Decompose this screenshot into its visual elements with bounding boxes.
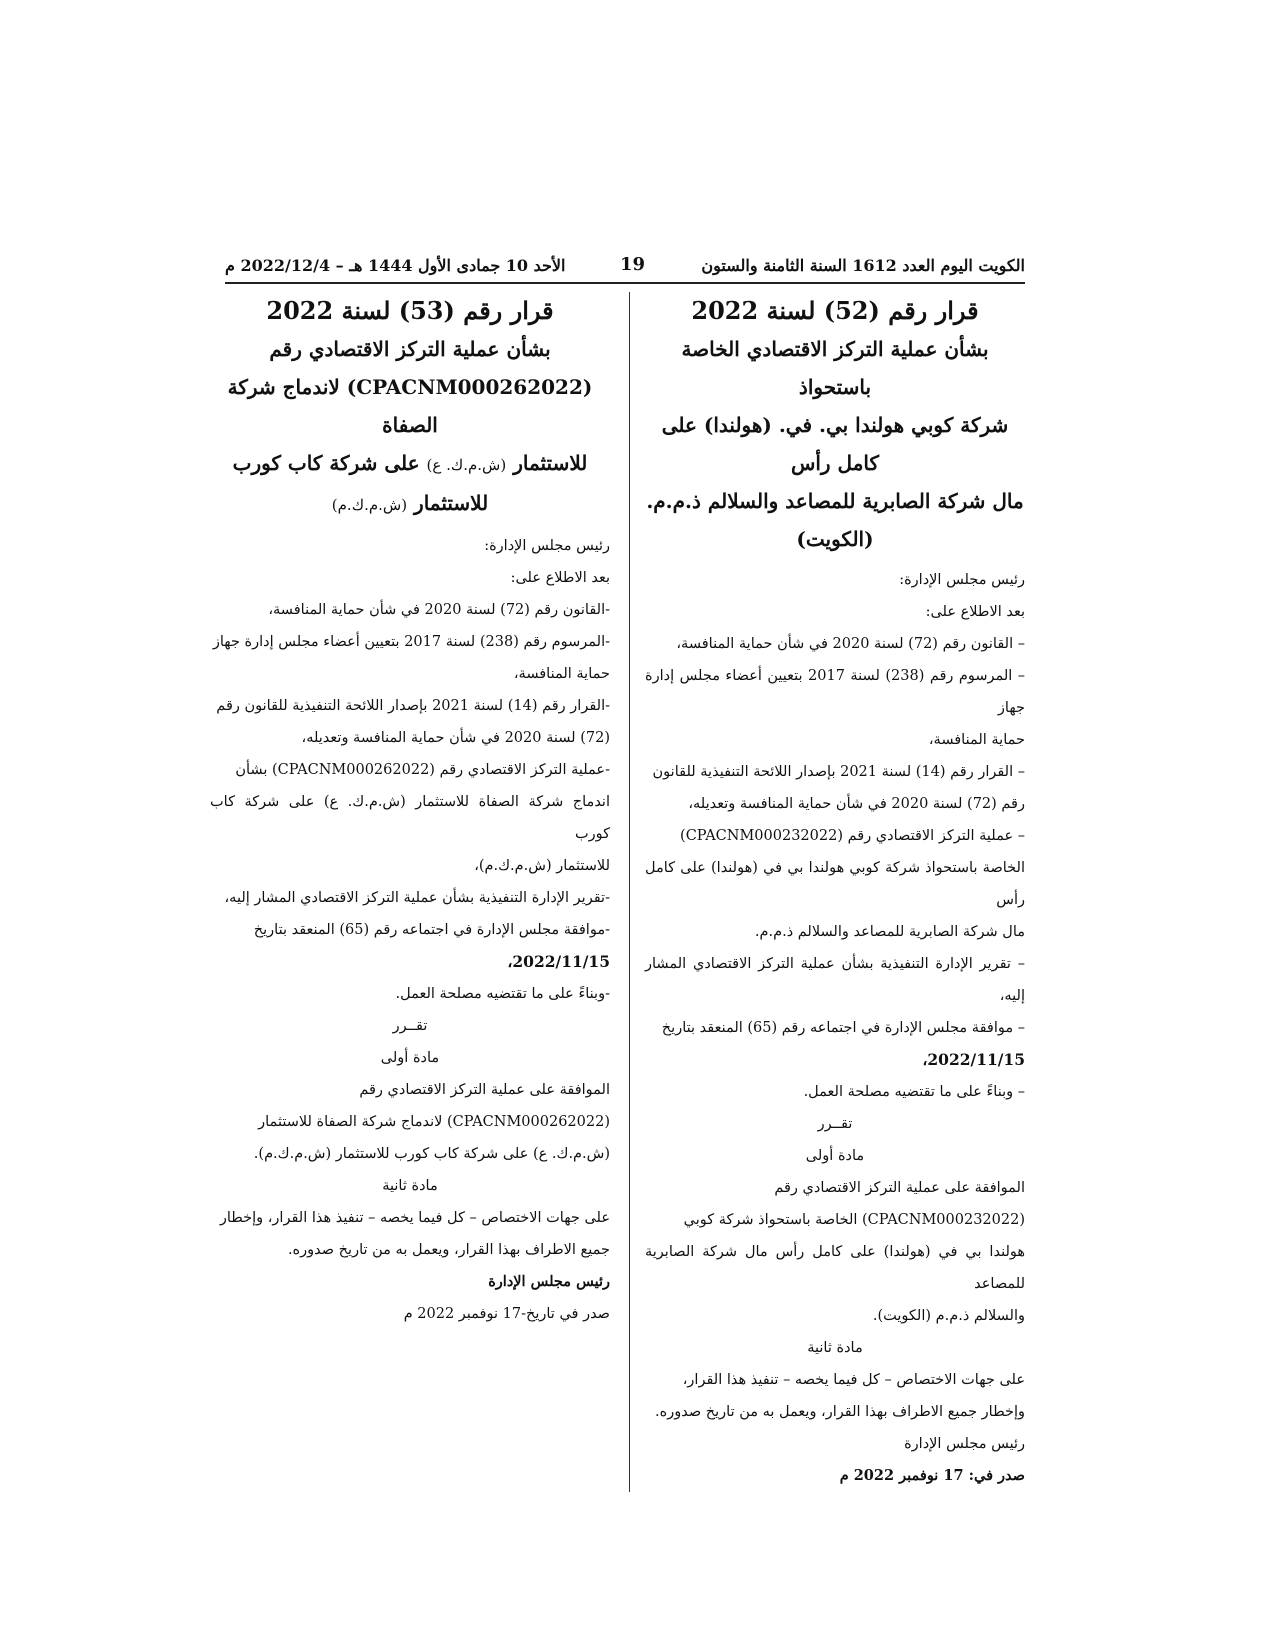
body-line: (72) لسنة 2020 في شأن حماية المنافسة وتعديله، bbox=[301, 730, 610, 746]
subtitle-part: للاستثمار bbox=[414, 491, 489, 515]
body-line: على جهات الاختصاص – كل فيما يخصه – تنفيذ هذا القرار، bbox=[682, 1372, 1025, 1388]
body-line: -المرسوم رقم (238) لسنة 2017 بتعيين أعضاء مجلس إدارة جهاز bbox=[212, 634, 610, 650]
body-line: -موافقة مجلس الإدارة في اجتماعه رقم (65) المنعقد بتاريخ bbox=[253, 922, 610, 938]
body-line: -تقرير الإدارة التنفيذية بشأن عملية التركز الاقتصادي المشار إليه، bbox=[224, 890, 610, 906]
body-line: – موافقة مجلس الإدارة في اجتماعه رقم (65) المنعقد بتاريخ bbox=[661, 1020, 1025, 1036]
decision-53-title: قرار رقم (53) لسنة 2022 bbox=[266, 296, 554, 325]
body-line: – القرار رقم (14) لسنة 2021 بإصدار اللائحة التنفيذية للقانون bbox=[652, 764, 1025, 780]
body-line: الموافقة على عملية التركز الاقتصادي رقم bbox=[359, 1082, 610, 1098]
body-line: -عملية التركز الاقتصادي رقم (CPACNM000262022) بشأن bbox=[235, 762, 610, 778]
signature-line: رئيس مجلس الإدارة bbox=[488, 1273, 610, 1290]
article-one-heading: مادة أولى bbox=[805, 1148, 865, 1164]
body-line: 2022/11/15، bbox=[922, 1050, 1025, 1069]
decision-52-title: قرار رقم (52) لسنة 2022 bbox=[691, 296, 979, 325]
body-line: -القانون رقم (72) لسنة 2020 في شأن حماية المنافسة، bbox=[268, 602, 610, 618]
decision-53-body bbox=[210, 530, 610, 1330]
body-line: (ش.م.ك. ع) على شركة كاب كورب للاستثمار (ش.م.ك.م). bbox=[253, 1146, 610, 1162]
body-line: وإخطار جميع الاطراف بهذا القرار، ويعمل به من تاريخ صدوره. bbox=[655, 1404, 1025, 1420]
body-line: اندماج شركة الصفاة للاستثمار (ش.م.ك. ع) على شركة كاب كورب bbox=[210, 794, 610, 842]
body-line: – تقرير الإدارة التنفيذية بشأن عملية التركز الاقتصادي المشار إليه، bbox=[645, 956, 1025, 1004]
body-line: حماية المنافسة، bbox=[513, 666, 610, 682]
body-line: (CPACNM000232022) الخاصة باستحواذ شركة كوبي bbox=[683, 1212, 1025, 1228]
body-line: رقم (72) لسنة 2020 في شأن حماية المنافسة وتعديله، bbox=[688, 796, 1025, 812]
decision-52-column bbox=[645, 292, 1025, 1492]
page-header bbox=[225, 256, 1025, 284]
body-line: -القرار رقم (14) لسنة 2021 بإصدار اللائحة التنفيذية للقانون رقم bbox=[216, 698, 610, 714]
signature-line: رئيس مجلس الإدارة bbox=[904, 1436, 1025, 1452]
article-one-heading: مادة أولى bbox=[380, 1050, 440, 1066]
body-line: والسلالم ذ.م.م (الكويت). bbox=[872, 1308, 1025, 1324]
decision-52-subtitle-4: (الكويت) bbox=[796, 527, 874, 551]
body-line: على جهات الاختصاص – كل فيما يخصه – تنفيذ هذا القرار، وإخطار bbox=[219, 1210, 610, 1226]
article-two-heading: مادة ثانية bbox=[807, 1340, 863, 1356]
body-line: هولندا بي في (هولندا) على كامل رأس مال شركة الصابرية للمصاعد bbox=[645, 1244, 1025, 1292]
body-line: بعد الاطلاع على: bbox=[925, 604, 1025, 620]
body-line: بعد الاطلاع على: bbox=[510, 570, 610, 586]
decision-52-subtitle-1: بشأن عملية التركز الاقتصادي الخاصة باستحواذ bbox=[681, 337, 989, 399]
decides-label: تقــرر bbox=[817, 1116, 853, 1132]
body-line: للاستثمار (ش.م.ك.م)، bbox=[474, 858, 610, 874]
subtitle-part: على شركة كاب كورب bbox=[232, 451, 420, 475]
decision-52-subtitle-3: مال شركة الصابرية للمصاعد والسلالم ذ.م.م. bbox=[646, 489, 1024, 513]
body-line: 2022/11/15، bbox=[507, 952, 610, 971]
body-line: – وبناءً على ما تقتضيه مصلحة العمل. bbox=[803, 1084, 1025, 1100]
body-line: مال شركة الصابرية للمصاعد والسلالم ذ.م.م. bbox=[754, 924, 1025, 940]
body-line: الخاصة باستحواذ شركة كوبي هولندا بي في (هولندا) على كامل رأس bbox=[645, 860, 1025, 908]
body-line: – المرسوم رقم (238) لسنة 2017 بتعيين أعضاء مجلس إدارة جهاز bbox=[645, 668, 1025, 716]
header-divider bbox=[225, 282, 1025, 284]
body-line: الموافقة على عملية التركز الاقتصادي رقم bbox=[774, 1180, 1025, 1196]
decision-53-subtitle-4 bbox=[210, 484, 610, 524]
issue-date: صدر في تاريخ-17 نوفمبر 2022 م bbox=[403, 1306, 610, 1322]
article-two-heading: مادة ثانية bbox=[382, 1178, 438, 1194]
decides-label: تقــرر bbox=[392, 1018, 428, 1034]
body-line: حماية المنافسة، bbox=[928, 732, 1025, 748]
header-date: الأحد 10 جمادى الأول 1444 هـ – 2022/12/4 م bbox=[225, 256, 566, 275]
body-line: رئيس مجلس الإدارة: bbox=[484, 538, 610, 554]
body-line: جميع الاطراف بهذا القرار، ويعمل به من تاريخ صدوره. bbox=[287, 1242, 610, 1258]
body-line: – عملية التركز الاقتصادي رقم (CPACNM000232022) bbox=[680, 828, 1025, 844]
body-line: (CPACNM000262022) لاندماج شركة الصفاة للاستثمار bbox=[258, 1114, 610, 1130]
subtitle-part: (ش.م.ك. ع) bbox=[426, 456, 507, 474]
page-number: 19 bbox=[620, 254, 646, 275]
body-line: – القانون رقم (72) لسنة 2020 في شأن حماية المنافسة، bbox=[676, 636, 1025, 652]
header-issue: الكويت اليوم العدد 1612 السنة الثامنة والستون bbox=[701, 256, 1025, 275]
subtitle-part: (ش.م.ك.م) bbox=[331, 496, 408, 514]
body-line: -وبناءً على ما تقتضيه مصلحة العمل. bbox=[395, 986, 610, 1002]
body-line: رئيس مجلس الإدارة: bbox=[899, 572, 1025, 588]
decision-53-column bbox=[210, 292, 610, 1330]
decision-53-subtitle-1: بشأن عملية التركز الاقتصادي رقم bbox=[269, 337, 551, 361]
column-divider bbox=[629, 292, 630, 1492]
decision-53-subtitle-3 bbox=[210, 444, 610, 484]
issue-date: صدر في: 17 نوفمبر 2022 م bbox=[839, 1467, 1025, 1484]
decision-53-subtitle-2: (CPACNM000262022) لاندماج شركة الصفاة bbox=[227, 375, 593, 437]
subtitle-part: للاستثمار bbox=[513, 451, 588, 475]
decision-52-subtitle-2: شركة كوبي هولندا بي. في. (هولندا) على كامل رأس bbox=[661, 413, 1009, 475]
decision-52-body bbox=[645, 564, 1025, 1492]
